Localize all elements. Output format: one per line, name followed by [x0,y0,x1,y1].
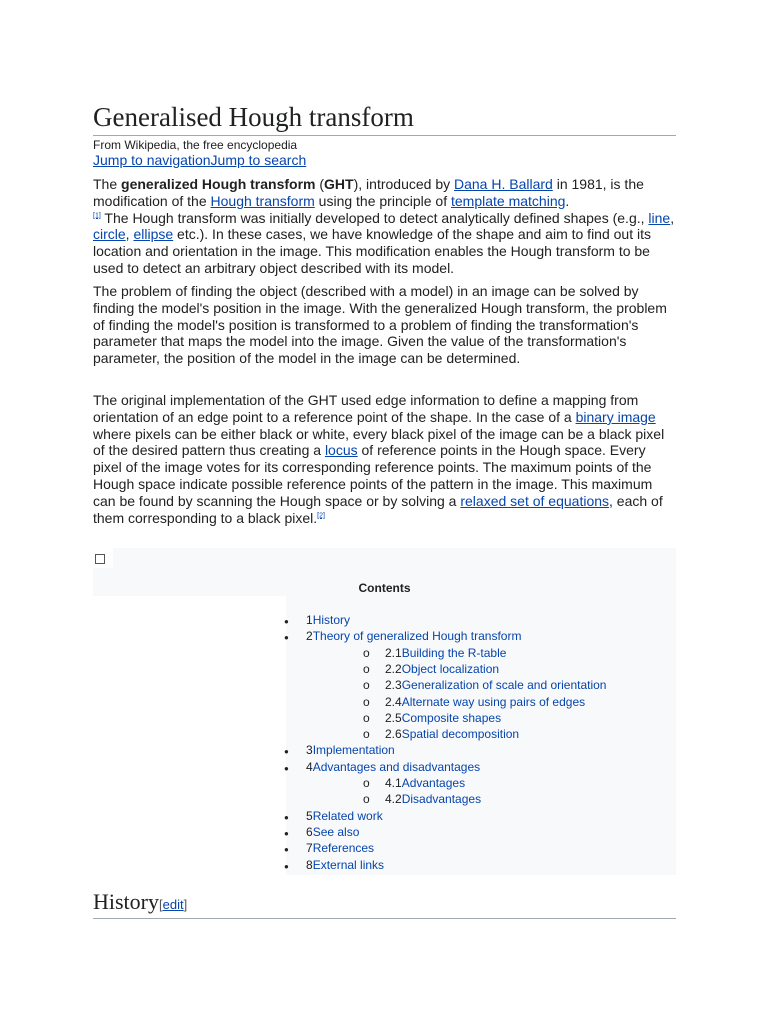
toc-item-link[interactable]: Object localization [401,661,500,676]
bullet-icon: ● [284,617,289,626]
bracket: [ [159,897,163,912]
toc-item-number: 4 [306,759,313,774]
toc-item-number: 2 [306,629,313,644]
toc-item-link[interactable]: Composite shapes [401,710,502,725]
toc-item[interactable] [363,678,606,693]
link-dana-ballard[interactable]: Dana H. Ballard [454,176,553,192]
text: . [565,192,570,209]
toc-item-link[interactable]: See also [312,824,360,839]
toc-item[interactable] [363,695,585,710]
site-tagline: From Wikipedia, the free encyclopedia [93,138,298,152]
toc-item-link[interactable]: Advantages and disadvantages [312,759,481,774]
circle-bullet-icon: o [363,727,370,742]
link-hough-transform[interactable]: Hough transform [210,192,315,209]
citation-2 [317,512,325,519]
circle-bullet-icon: o [363,792,370,807]
toc-item-link[interactable]: History [312,613,351,627]
link-line[interactable]: line [648,209,671,226]
toc-title: Contents [358,581,411,595]
jump-to-search-link[interactable]: Jump to search [210,152,307,168]
bullet-icon: ● [284,861,289,871]
circle-bullet-icon: o [363,678,370,693]
toc-item[interactable] [363,727,519,742]
circle-bullet-icon: o [363,694,370,709]
toc-item-number: 4.2 [385,792,402,807]
text: The Hough transform was initially developed to detect analytically defined shapes (e.g., [100,209,649,226]
bullet-icon: ● [284,812,289,822]
circle-bullet-icon: o [363,645,370,660]
circle-bullet-icon: o [363,776,370,790]
citation-1 [93,212,101,219]
text: using the principle of [314,192,451,209]
bullet-icon: ● [284,747,289,757]
implementation-paragraph [93,392,676,526]
toc-item-link[interactable]: Disadvantages [401,792,482,807]
history-heading-text: History [93,889,159,914]
toc-item[interactable] [284,760,480,776]
toc-item[interactable] [363,792,481,807]
link-locus[interactable]: locus [324,442,358,459]
bold-abbr: GHT [324,176,354,192]
toc-item[interactable] [363,711,501,726]
toc-item-number: 3 [306,743,313,758]
toc-item[interactable] [363,646,506,661]
toc-item-number: 2.1 [385,645,402,660]
link-template-matching[interactable]: template matching [451,192,566,209]
text: The [93,176,122,192]
toc-item[interactable] [284,825,359,841]
toc-item-number: 2.3 [385,678,402,693]
citation-link-1[interactable]: [1] [93,211,101,219]
section-heading-history [93,888,676,919]
table-of-contents [93,548,676,875]
circle-bullet-icon: o [363,661,370,676]
toc-item-link[interactable]: Alternate way using pairs of edges [401,694,586,709]
citation-link-2[interactable]: [2] [317,511,325,519]
jump-to-navigation-link[interactable]: Jump to navigation [93,152,211,168]
text: , each of them corresponding to a black pixel. [93,492,663,526]
edit-section [159,897,187,912]
toc-item-number: 1 [306,613,313,627]
toc-item-link[interactable]: Implementation [312,743,395,758]
toc-item-link[interactable]: Advantages [401,776,466,790]
toc-list [93,548,676,875]
toc-item[interactable] [284,613,350,629]
bracket: ] [183,897,188,912]
toc-item[interactable] [284,841,374,857]
link-relaxed-equations[interactable]: relaxed set of equations [460,492,610,509]
link-binary-image[interactable]: binary image [575,408,656,425]
toc-item-link[interactable]: Building the R-table [401,645,507,660]
text: where pixels can be either black or white, every black pixel of the image can be a black pixel of the desired pattern thus creating a [93,425,665,459]
edit-history-link[interactable]: edit [162,897,184,912]
bullet-icon: ● [284,828,289,838]
link-circle[interactable]: circle [93,226,126,243]
text: etc.). In these cases, we have knowledge of the shape and aim to find out its location and orientation in the image. This modification enables the Hough transform to be used to detect an arbitrary object described with its model. [93,226,651,276]
toc-item-link[interactable]: External links [312,857,385,872]
bullet-icon: ● [284,633,289,643]
text: in 1981, is the modification of the [93,176,644,209]
toc-item-link[interactable]: Theory of generalized Hough transform [312,629,522,644]
intro-paragraph [93,176,676,277]
toc-item-number: 2.2 [385,661,402,676]
toc-item-number: 2.5 [385,710,402,725]
text: , [125,226,134,243]
toc-item-number: 8 [306,857,313,872]
toc-item[interactable] [284,858,384,874]
toc-item-number: 4.1 [385,776,402,790]
text: The original implementation of the GHT used edge information to define a mapping from orientation of an edge point to a reference point of the shape. In the case of a [93,392,639,425]
toc-item-number: 5 [306,808,313,823]
link-ellipse[interactable]: ellipse [133,226,174,243]
jump-links [93,152,306,169]
text: ), introduced by [353,176,454,192]
toc-item[interactable] [284,809,383,825]
toc-item-number: 7 [306,841,313,856]
bullet-icon: ● [284,763,289,773]
toc-item-link[interactable]: References [312,841,375,856]
toc-item[interactable] [284,743,395,759]
toc-item[interactable] [363,662,499,677]
toc-item-number: 6 [306,824,313,839]
toc-item-link[interactable]: Related work [312,808,383,823]
toc-item-link[interactable]: Generalization of scale and orientation [401,678,607,693]
page-title: Generalised Hough transform [93,100,676,136]
bold-term: generalized Hough transform [121,176,316,192]
toc-item-link[interactable]: Spatial decomposition [401,727,520,742]
circle-bullet-icon: o [363,710,370,725]
text: , [670,209,675,226]
problem-paragraph: The problem of finding the object (described with a model) in an image can be solved by finding the model's position in the image. With the generalized Hough transform, the problem of finding the model's position is transformed to a problem of finding the transformation's parameter that maps the model into the image. Given the value of the transformation's parameter, the position of the model in the image can be determined. [93,283,667,367]
bullet-icon: ● [284,845,289,855]
toc-item-number: 2.6 [385,727,402,742]
text: ( [315,176,325,192]
text: of reference points in the Hough space. Every pixel of the image votes for its corresponding reference points. The maximum points of the Hough space indicate possible reference points of the pattern in the image. This maximum can be found by scanning the Hough space or by solving a [93,442,653,509]
toc-item-number: 2.4 [385,694,402,709]
toc-item[interactable] [284,629,521,645]
toc-item[interactable] [363,776,465,791]
